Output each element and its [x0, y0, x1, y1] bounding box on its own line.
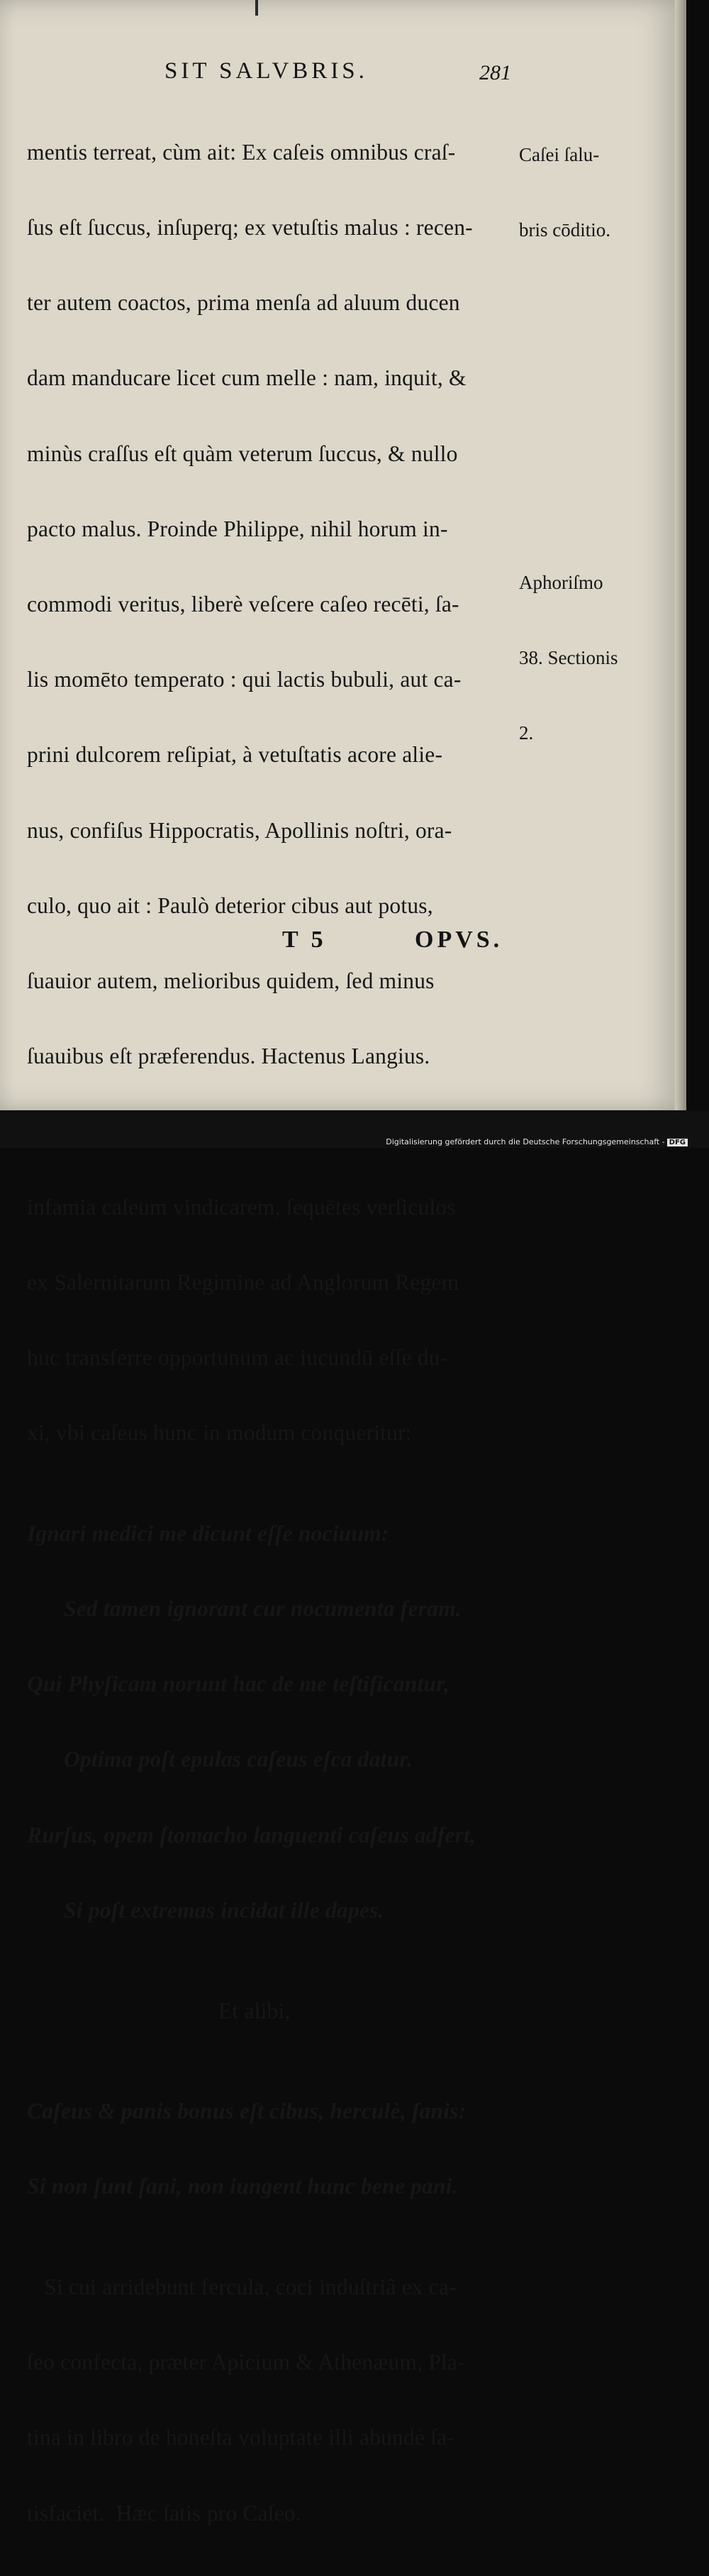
dfg-logo: DFG: [667, 1139, 688, 1146]
signature-mark: T 5: [282, 927, 327, 953]
text-line: Si cui arridebunt fercula, coci induſtriâ ex ca-: [27, 2274, 457, 2299]
text-line: huc transferre opportunum ac iucundū eſſe du-: [27, 1345, 448, 1371]
credit-text: Digitalisierung gefördert durch die Deutsche Forschungsgemeinschaft -: [386, 1137, 665, 1146]
catchword: OPVS.: [415, 927, 503, 953]
text-line: ſus eſt ſuccus, inſuperq; ex vetuſtis malus : recen-: [27, 215, 473, 241]
text-line: prini dulcorem reſipiat, à vetuſtatis acore alie-: [27, 742, 443, 768]
margin-note: Aphoriſmo: [519, 572, 603, 594]
verse-line: Si poſt extremas incidat ille dapes.: [64, 1897, 384, 1923]
text-line: ſuauibus eſt præferendus. Hactenus Langius.: [27, 1044, 430, 1069]
text-line: nus, confiſus Hippocratis, Apollinis noſtri, ora-: [27, 817, 452, 843]
page-footer: [0, 927, 686, 955]
text-line: ex Salernitarum Regimine ad Anglorum Regem: [27, 1269, 459, 1295]
running-head: SIT SALVBRIS.: [164, 58, 368, 84]
margin-gap: [519, 293, 675, 520]
text-line: lis momēto temperato : qui lactis bubuli, aut ca-: [27, 667, 462, 692]
text-line: tisfaciet. Hæc ſatis pro Caſeo.: [27, 2500, 301, 2526]
margin-note: Caſei ſalu-: [519, 143, 600, 165]
top-binding-mark: [255, 0, 258, 16]
margin-note: 2.: [519, 722, 534, 744]
text-line: pacto malus. Proinde Philippe, nihil horum in-: [27, 516, 448, 541]
scan-bottom-strip: [0, 1110, 709, 1148]
main-text-block: [27, 89, 537, 2576]
et-alibi-line: Et alibi,: [218, 1998, 291, 2023]
margin-note: 38. Sectionis: [519, 647, 618, 669]
margin-note: bris cōditio.: [519, 219, 610, 241]
verse-line: Sed tamen ignorant cur nocumenta feram.: [64, 1596, 462, 1622]
verse-line: Caſeus & panis bonus eſt cibus, herculè, ſanis:: [27, 2099, 467, 2124]
text-line: tina in libro de honeſta voluptate illi abundè ſa-: [27, 2425, 455, 2450]
text-line: ſuauior autem, melioribus quidem, ſed minus: [27, 968, 435, 994]
text-line: infamia caſeum vindicarem, ſequētes verſiculos: [27, 1194, 456, 1220]
verse-line: Optima poſt epulas caſeus eſca datur.: [64, 1747, 413, 1772]
page-number: 281: [479, 61, 511, 84]
verse-line: Ignari medici me dicunt eſſe nociuum:: [27, 1520, 389, 1546]
text-line: dam manducare licet cum melle : nam, inquit, &: [27, 365, 467, 391]
text-line: commodi veritus, liberè veſcere caſeo recēti, ſa-: [27, 592, 459, 617]
text-line: culo, quo ait : Paulò deterior cibus aut potus,: [27, 892, 433, 918]
page-header: [0, 58, 686, 87]
text-line: ter autem coactos, prima menſa ad aluum ducen: [27, 290, 460, 316]
verse-line: Rurſus, opem ſtomacho languenti caſeus adfert,: [27, 1822, 476, 1847]
text-line: mentis terreat, cùm ait: Ex caſeis omnibus craſ-: [27, 139, 456, 165]
marginal-notes: [519, 92, 675, 797]
text-line: minùs craſſus eſt quàm veterum ſuccus, & nullo: [27, 441, 458, 466]
digitization-credit: [386, 1137, 688, 1146]
text-line: ſeo confecta, præter Apicium & Athenæum, Pla-: [27, 2350, 465, 2375]
verse-line: Si non ſunt ſani, non iungent hunc bene pani.: [27, 2174, 458, 2199]
text-line: xi, vbi caſeus hunc in modum conqueritur:: [27, 1420, 412, 1446]
verse-line: Qui Phyſicam norunt hac de me teſtificantur,: [27, 1671, 450, 1697]
